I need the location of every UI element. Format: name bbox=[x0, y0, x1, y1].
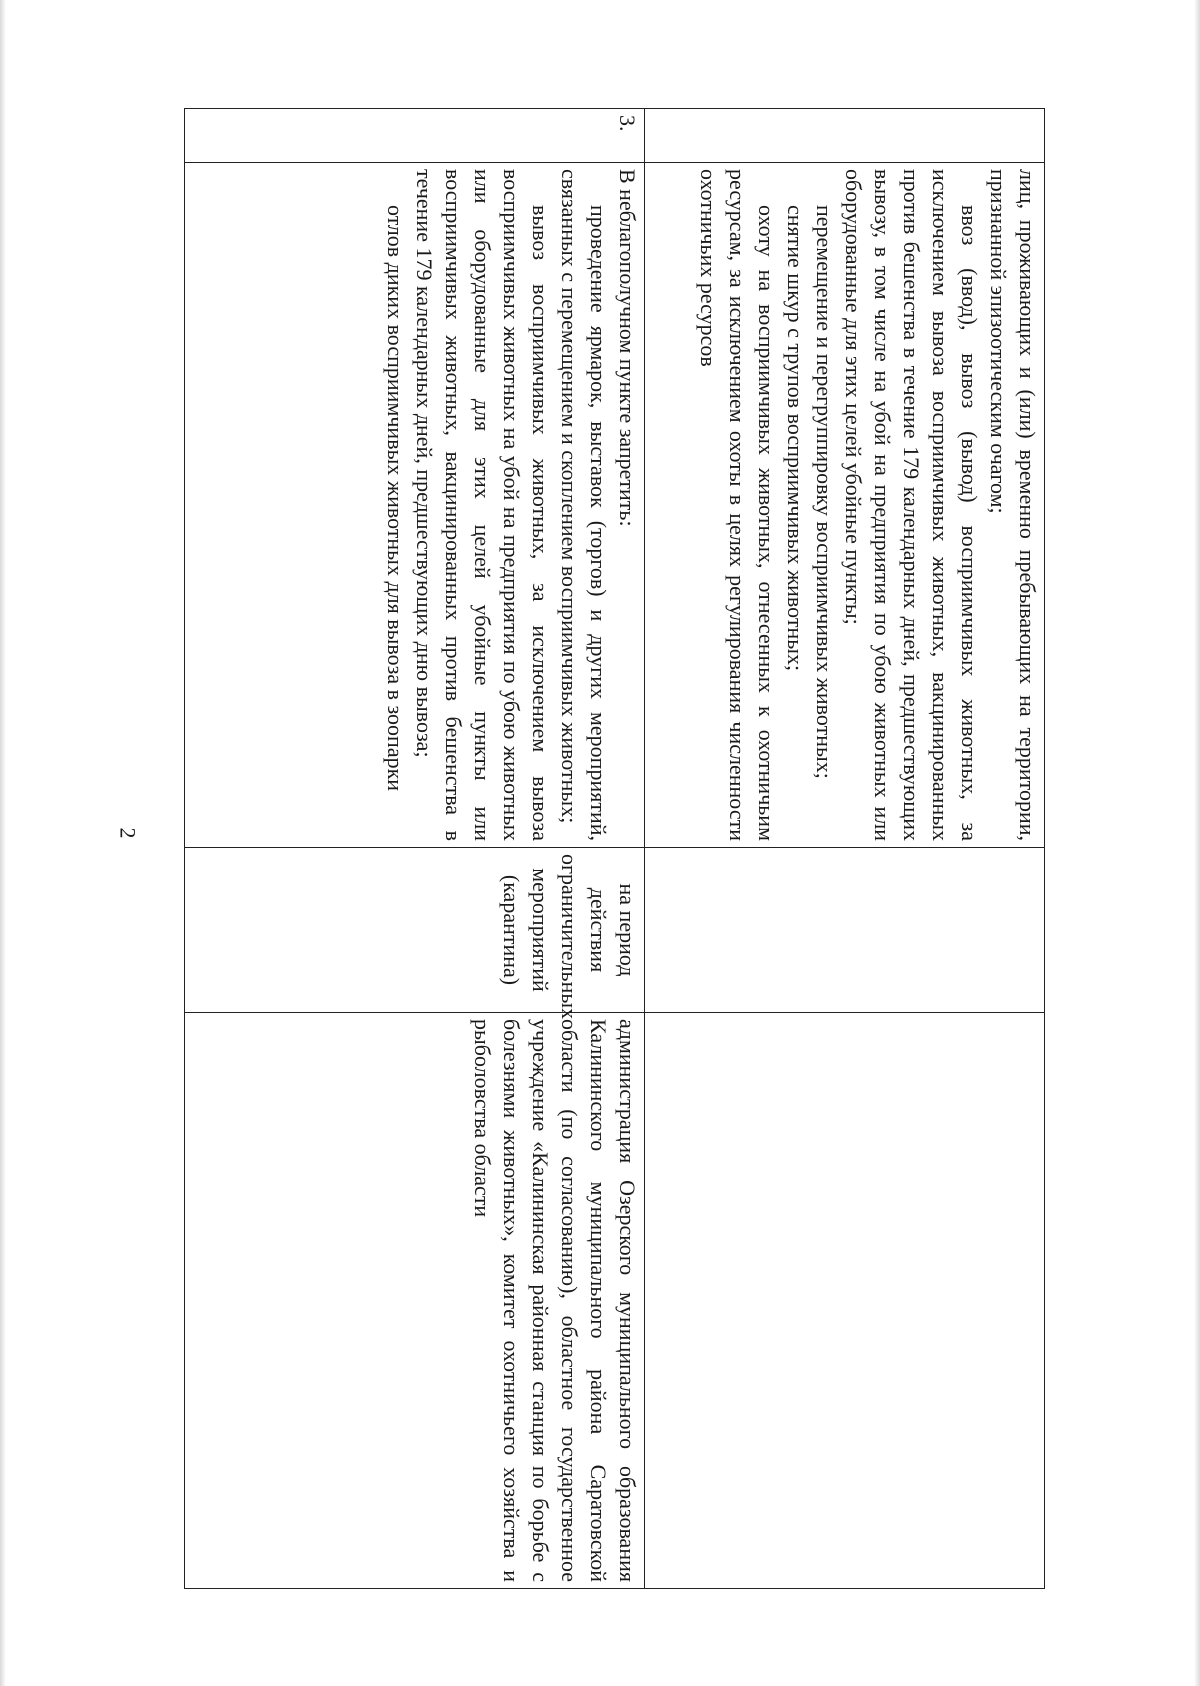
table-row bbox=[645, 109, 1045, 1589]
rotated-page bbox=[175, 108, 1045, 1588]
term-cell: на период действия ограничительных мероприятий (карантина) bbox=[185, 848, 645, 1013]
table-row bbox=[185, 109, 645, 1589]
measure-cell bbox=[645, 163, 1045, 848]
responsible-cell bbox=[645, 1013, 1045, 1589]
row-number-cell: 3. bbox=[185, 109, 645, 163]
term-cell bbox=[645, 848, 1045, 1013]
measure-paragraph: вывоз восприимчивых животных, за исключением вывоза восприимчивых животных на убой на предприятия по убою животных или оборудованные для этих целей убойные пункты или восприимчивых животных, вакцинированных против бешенства в течение 179 календарных дней, предшествующих дню вывоза; bbox=[412, 169, 553, 841]
measure-paragraph: отлов диких восприимчивых животных для вывоза в зоопарки bbox=[383, 205, 408, 792]
measure-cell bbox=[185, 163, 645, 848]
measure-paragraph: проведение ярмарок, выставок (торгов) и других мероприятий, связанных с перемещением и скоплением восприимчивых животных; bbox=[557, 169, 611, 841]
row-number-cell bbox=[645, 109, 1045, 163]
measure-paragraph: снятие шкур с трупов восприимчивых животных; bbox=[783, 205, 808, 672]
measure-paragraph: лиц, проживающих и (или) временно пребывающих на территории, признанной эпизоотическим очагом; bbox=[986, 169, 1040, 841]
measures-table bbox=[184, 108, 1045, 1589]
measure-paragraph: охоту на восприимчивых животных, отнесенных к охотничьим ресурсам, за исключением охоты в целях регулирования численности охотничьих ресурсов bbox=[696, 169, 779, 841]
measure-paragraph: перемещение и перегруппировку восприимчивых животных; bbox=[812, 205, 837, 779]
scan-edge-left bbox=[0, 0, 6, 1686]
responsible-cell: администрация Озерского муниципального образования Калининского муниципального района Саратовской области (по согласованию), областное государственное учреждение «Калининская районная станция по борьбе с болезнями животных», комитет охотничьего хозяйства и рыболовства области bbox=[185, 1013, 645, 1589]
page-number: 2 bbox=[115, 827, 141, 839]
measure-paragraph: ввоз (ввод), вывоз (вывод) восприимчивых животных, за исключением вывоза восприимчивых животных, вакцинированных против бешенства в течение 179 календарных дней, предшествующих вывозу, в том числе на убой на предприятия по убою животных или оборудованные для этих целей убойные пункты; bbox=[841, 169, 982, 841]
measure-paragraph: В неблагополучном пункте запретить: bbox=[615, 169, 640, 527]
scan-edge-right bbox=[1194, 0, 1200, 1686]
